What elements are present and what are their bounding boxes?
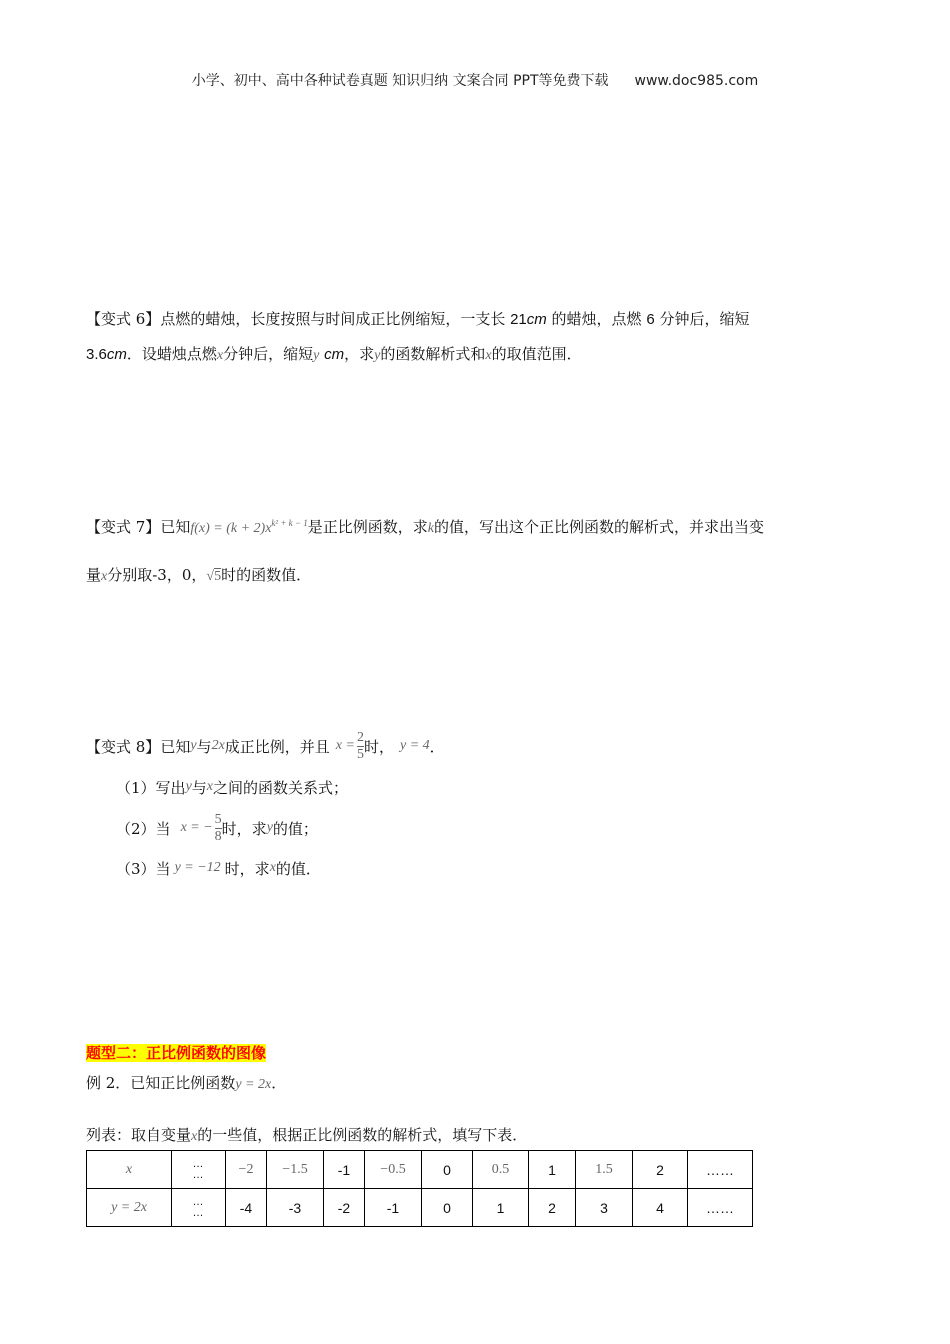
- value-table: [86, 1150, 753, 1227]
- q8-sub-2: （2） 当 x = − $\frac{5}{8}$ 时，求 y 的值；: [116, 811, 318, 844]
- table-cell: 0: [422, 1189, 473, 1227]
- q6-tag: 【变式 6】: [86, 310, 161, 328]
- sqrt-icon: √5: [206, 569, 222, 584]
- table-cell: -1: [365, 1189, 422, 1227]
- q8-sub-3: （3） 当 y = −12 时，求 x 的值．: [116, 859, 321, 878]
- table-cell: 0.5: [473, 1151, 529, 1189]
- table-cell: ……: [688, 1151, 753, 1189]
- section-title: 题型二：正比例函数的图像: [86, 1044, 267, 1062]
- header-text: 小学、初中、高中各种试卷真题 知识归纳 文案合同 PPT等免费下载: [191, 73, 609, 89]
- q8-sub-1: （1） 写出 y 与 x 之间的函数关系式；: [116, 778, 349, 797]
- table-cell: -3: [267, 1189, 324, 1227]
- table-cell: 2: [529, 1189, 576, 1227]
- table-cell: 2: [633, 1151, 688, 1189]
- table-cell: -1: [324, 1151, 365, 1189]
- table-cell: -2: [324, 1189, 365, 1227]
- table-row: [87, 1151, 753, 1189]
- table-cell: 3: [576, 1189, 633, 1227]
- header-url[interactable]: www.doc985.com: [634, 73, 759, 89]
- question-variant-7: 【变式 7】已知$f(x) = (k + 2)x^{k^2 + k - 1}$是正比例函数，求k的值，写出这个正比例函数的解析式，并求出当变 量x分别取-3，0，√5时的函数值．: [86, 518, 764, 584]
- table-cell: … …: [172, 1151, 226, 1189]
- q8-tag: 【变式 8】: [86, 737, 161, 756]
- table-cell: 4: [633, 1189, 688, 1227]
- table-cell: −2: [226, 1151, 267, 1189]
- table-cell: ……: [688, 1189, 753, 1227]
- table-cell: 1: [529, 1151, 576, 1189]
- table-cell: 1.5: [576, 1151, 633, 1189]
- table-cell: 0: [422, 1151, 473, 1189]
- example-2: 例 2．已知正比例函数y = 2x．: [86, 1074, 287, 1092]
- q7-tag: 【变式 7】: [86, 518, 161, 536]
- table-cell: −1.5: [267, 1151, 324, 1189]
- q7-function: f(x) = (k + 2)x: [190, 521, 272, 536]
- question-variant-8: 【变式 8】 已知 y 与 2x 成正比例，并且 x = $\frac{2}{5}$ 时， y = 4 ． （1） 写出 y 与 x 之间的函数关系式； （2） 当 x = − $\frac{5}{8}$ 时，求 y 的值； （3） 当 y = −12 时，求 x 的值．: [86, 722, 876, 884]
- fraction: $\frac{2}{5}$: [356, 729, 364, 762]
- page-header: [0, 70, 950, 90]
- fraction: $\frac{5}{8}$: [214, 811, 222, 844]
- question-variant-6: 【变式 6】点燃的蜡烛，长度按照与时间成正比例缩短，一支长 21cm 的蜡烛，点燃 6 分钟后，缩短 3.6cm．设蜡烛点燃x分钟后，缩短y cm，求y的函数解析式和x的取值范围．: [86, 310, 750, 363]
- table-cell: 1: [473, 1189, 529, 1227]
- table-cell: y = 2x: [87, 1189, 172, 1227]
- table-intro: 列表：取自变量x的一些值，根据正比例函数的解析式，填写下表．: [86, 1126, 528, 1144]
- table-cell: -4: [226, 1189, 267, 1227]
- table-row: [87, 1189, 753, 1227]
- table-cell: −0.5: [365, 1151, 422, 1189]
- table-cell: x: [87, 1151, 172, 1189]
- table-cell: … …: [172, 1189, 226, 1227]
